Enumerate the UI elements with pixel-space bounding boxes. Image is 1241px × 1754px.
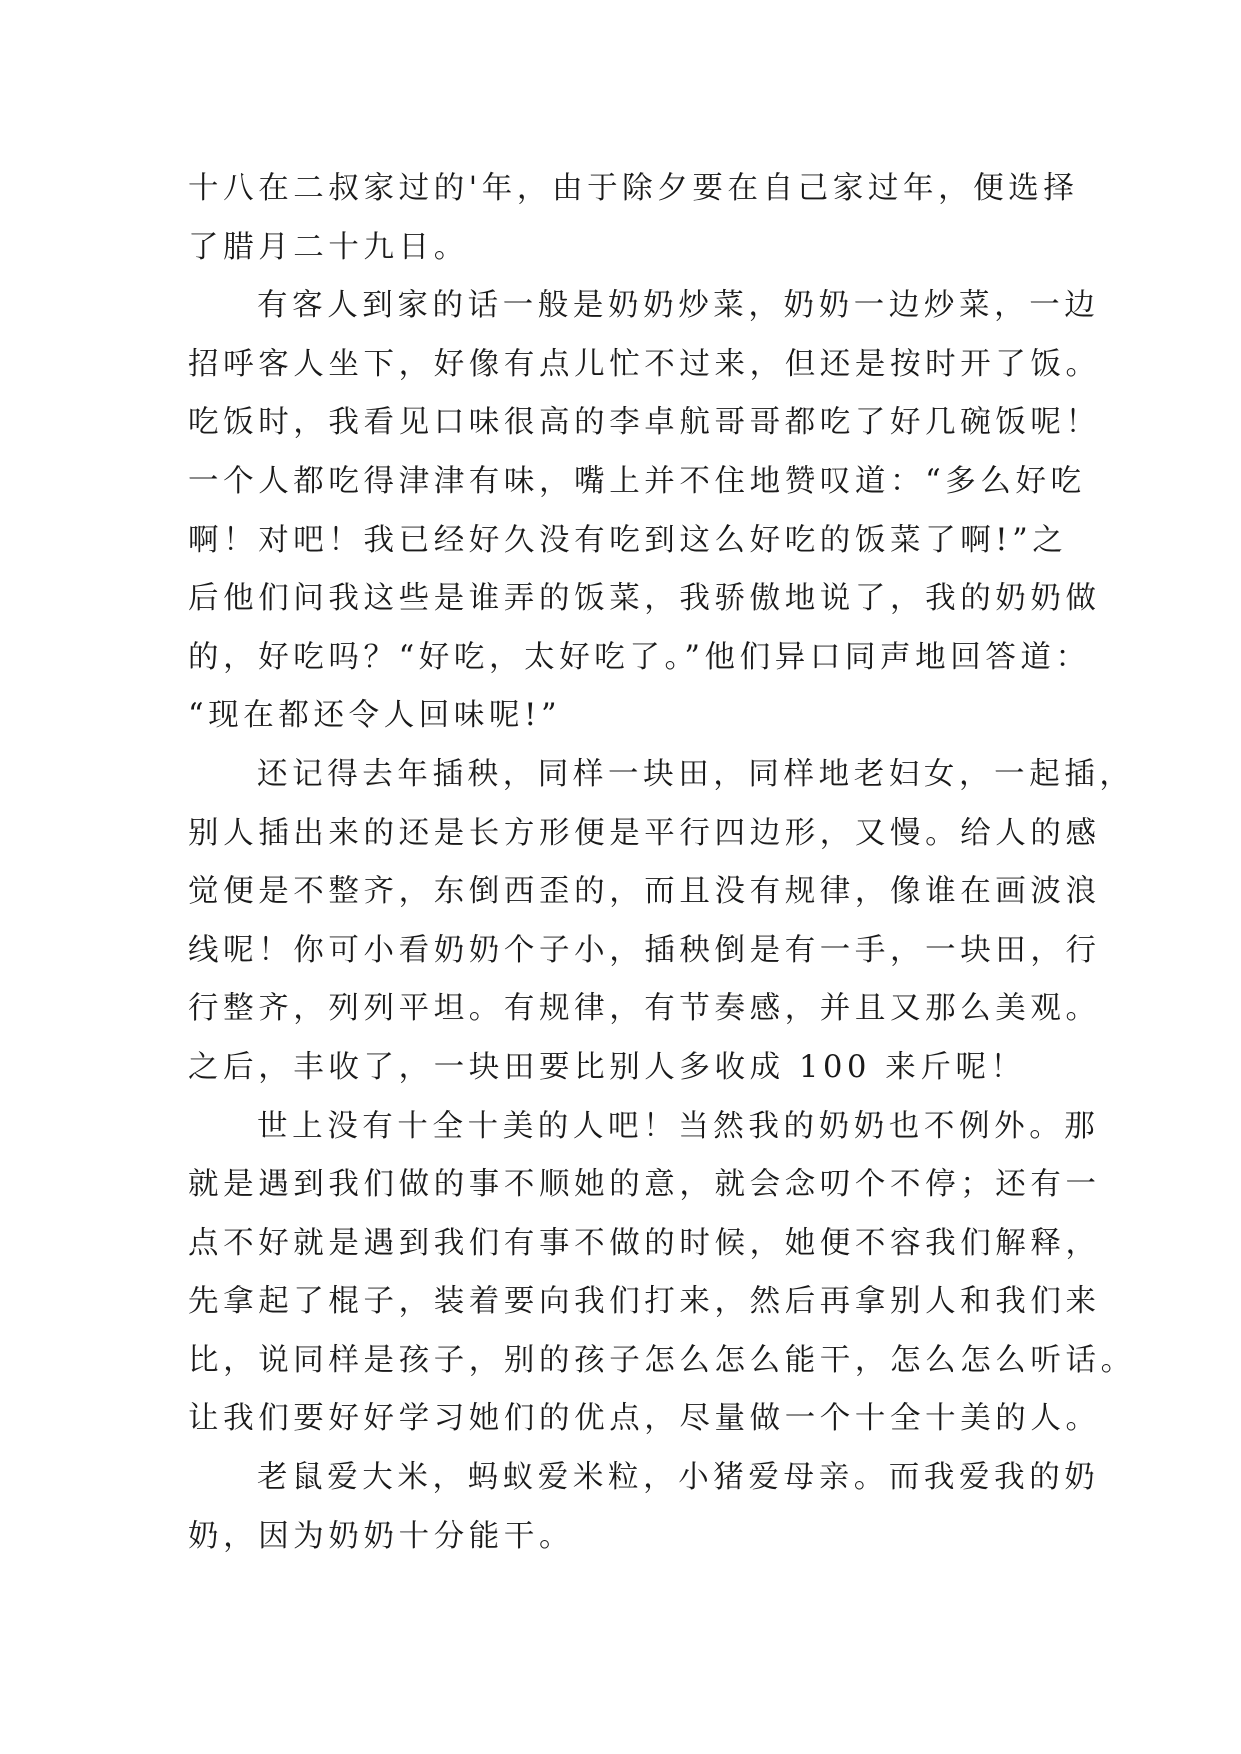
text-line: 有客人到家的话一般是奶奶炒菜，奶奶一边炒菜，一边 bbox=[257, 288, 1100, 324]
text-line: 老鼠爱大米，蚂蚁爱米粒，小猪爱母亲。而我爱我的奶 bbox=[257, 1460, 1100, 1496]
text-line: 别人插出来的还是长方形便是平行四边形，又慢。给人的感 bbox=[188, 815, 1101, 851]
text-line: 之后，丰收了，一块田要比别人多收成 100 来斤呢！ bbox=[188, 1049, 1026, 1085]
text-line: 了腊月二十九日。 bbox=[188, 229, 469, 265]
text-line: 就是遇到我们做的事不顺她的意，就会念叨个不停；还有一 bbox=[188, 1167, 1101, 1203]
text-line: 奶，因为奶奶十分能干。 bbox=[188, 1518, 575, 1554]
text-line: 十八在二叔家过的'年，由于除夕要在自己家过年，便选择 bbox=[188, 171, 1079, 206]
text-line: 后他们问我这些是谁弄的饭菜，我骄傲地说了，我的奶奶做 bbox=[188, 581, 1101, 617]
text-line: 比，说同样是孩子，别的孩子怎么怎么能干，怎么怎么听话。 bbox=[188, 1342, 1136, 1378]
text-line: 啊！对吧！我已经好久没有吃到这么好吃的饭菜了啊!”之 bbox=[188, 522, 1068, 558]
text-line: 线呢！你可小看奶奶个子小，插秧倒是有一手，一块田，行 bbox=[188, 932, 1101, 968]
text-line: 的，好吃吗？“好吃，太好吃了。”他们异口同声地回答道： bbox=[188, 639, 1091, 675]
text-line: “现在都还令人回味呢!” bbox=[188, 698, 562, 734]
text-line: 吃饭时，我看见口味很高的李卓航哥哥都吃了好几碗饭呢！ bbox=[188, 405, 1101, 441]
text-line: 觉便是不整齐，东倒西歪的，而且没有规律，像谁在画波浪 bbox=[188, 874, 1101, 910]
text-line: 点不好就是遇到我们有事不做的时候，她便不容我们解释， bbox=[188, 1225, 1101, 1261]
text-line: 行整齐，列列平坦。有规律，有节奏感，并且又那么美观。 bbox=[188, 991, 1101, 1027]
text-line: 让我们要好好学习她们的优点，尽量做一个十全十美的人。 bbox=[188, 1401, 1101, 1437]
text-line: 一个人都吃得津津有味，嘴上并不住地赞叹道：“多么好吃 bbox=[188, 463, 1086, 499]
body-text bbox=[188, 160, 1136, 1566]
text-line: 世上没有十全十美的人吧！当然我的奶奶也不例外。那 bbox=[257, 1108, 1100, 1144]
text-line: 先拿起了棍子，装着要向我们打来，然后再拿别人和我们来 bbox=[188, 1284, 1101, 1320]
text-line: 还记得去年插秧，同样一块田，同样地老妇女，一起插， bbox=[257, 756, 1135, 792]
text-line: 招呼客人坐下，好像有点儿忙不过来，但还是按时开了饭。 bbox=[188, 346, 1101, 382]
